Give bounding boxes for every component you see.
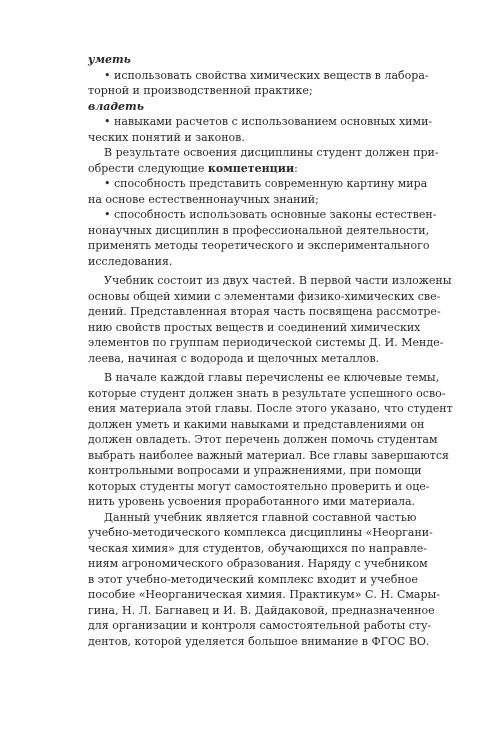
text-line: которые студент должен знать в результате успешного осво- <box>88 386 446 400</box>
text-line: применять методы теоретического и экспериментального <box>88 239 430 252</box>
text-line: в этот учебно-методический комплекс входит и учебное <box>88 572 418 586</box>
text-line: • навыками расчетов с использованием основных хими- <box>104 115 433 128</box>
text-line: контрольными вопросами и упражнениями, при помощи <box>88 464 422 477</box>
text-line: В начале каждой главы перечислены ее ключевые темы, <box>104 371 440 384</box>
text-line: нонаучных дисциплин в профессиональной деятельности, <box>88 223 430 237</box>
text-line: торной и производственной практике; <box>88 84 313 97</box>
text-line: дентов, которой уделяется большое внимание в ФГОС ВО. <box>88 634 430 648</box>
text-line: ения материала этой главы. После этого указано, что студент <box>88 402 453 415</box>
text-line: дений. Представленная вторая часть посвящена рассмотре- <box>88 305 441 318</box>
paragraph <box>88 207 437 269</box>
text-line: владеть <box>88 99 144 113</box>
paragraph <box>88 176 428 207</box>
text-line: должен овладеть. Этот перечень должен помочь студентам <box>88 433 438 446</box>
paragraph <box>88 114 433 145</box>
text-line: В результате освоения дисциплины студент должен при- <box>104 146 439 159</box>
paragraph <box>88 68 429 99</box>
text-line: • способность использовать основные законы естествен- <box>104 208 437 221</box>
text-run: : <box>294 161 298 175</box>
text-line: • способность представить современную картину мира <box>104 177 428 190</box>
paragraph <box>88 370 453 510</box>
text-line: Данный учебник является главной составной частью <box>104 510 417 524</box>
text-line: ческих понятий и законов. <box>88 130 245 144</box>
bold-term: компетенции <box>207 161 295 175</box>
text-line: пособие «Неорганическая химия. Практикум» С. Н. Смары- <box>88 588 440 601</box>
page-body <box>88 52 453 649</box>
text-line: гина, Н. Л. Багнавец и И. В. Дайдаковой, предназначенное <box>88 603 435 617</box>
paragraph <box>88 510 440 650</box>
text-line: леева, начиная с водорода и щелочных металлов. <box>88 351 380 365</box>
text-line: • использовать свойства химических веществ в лабора- <box>104 68 429 82</box>
text-line: нить уровень усвоения проработанного ими материала. <box>88 495 415 508</box>
section-heading <box>88 52 410 68</box>
text-line: ниям агрономического образования. Наряду с учебником <box>88 557 428 570</box>
text-line: Учебник состоит из двух частей. В первой части изложены <box>104 274 452 287</box>
text-line: учебно-методического комплекса дисциплины «Неоргани- <box>88 526 433 539</box>
paragraph <box>88 145 439 176</box>
text-line: уметь <box>88 53 131 66</box>
text-line: исследования. <box>88 254 173 268</box>
text-line: ческая химия» для студентов, обучающихся по направле- <box>88 541 427 555</box>
text-line: элементов по группам периодической системы Д. И. Менде- <box>88 336 444 349</box>
text-line: выбрать наиболее важный материал. Все главы завершаются <box>88 448 449 462</box>
text-line: для организации и контроля самостоятельной работы сту- <box>88 619 432 632</box>
text-line <box>88 161 410 177</box>
section-heading <box>88 99 410 115</box>
paragraph <box>88 273 452 366</box>
text-line: основы общей химии с элементами физико-химических све- <box>88 289 441 303</box>
text-line: на основе естественнонаучных знаний; <box>88 192 319 206</box>
text-line: нию свойств простых веществ и соединений химических <box>88 320 421 334</box>
text-run: обрести следующие <box>88 161 208 175</box>
text-line: которых студенты могут самостоятельно проверить и оце- <box>88 479 430 493</box>
text-line: должен уметь и какими навыками и представлениями он <box>88 417 425 431</box>
